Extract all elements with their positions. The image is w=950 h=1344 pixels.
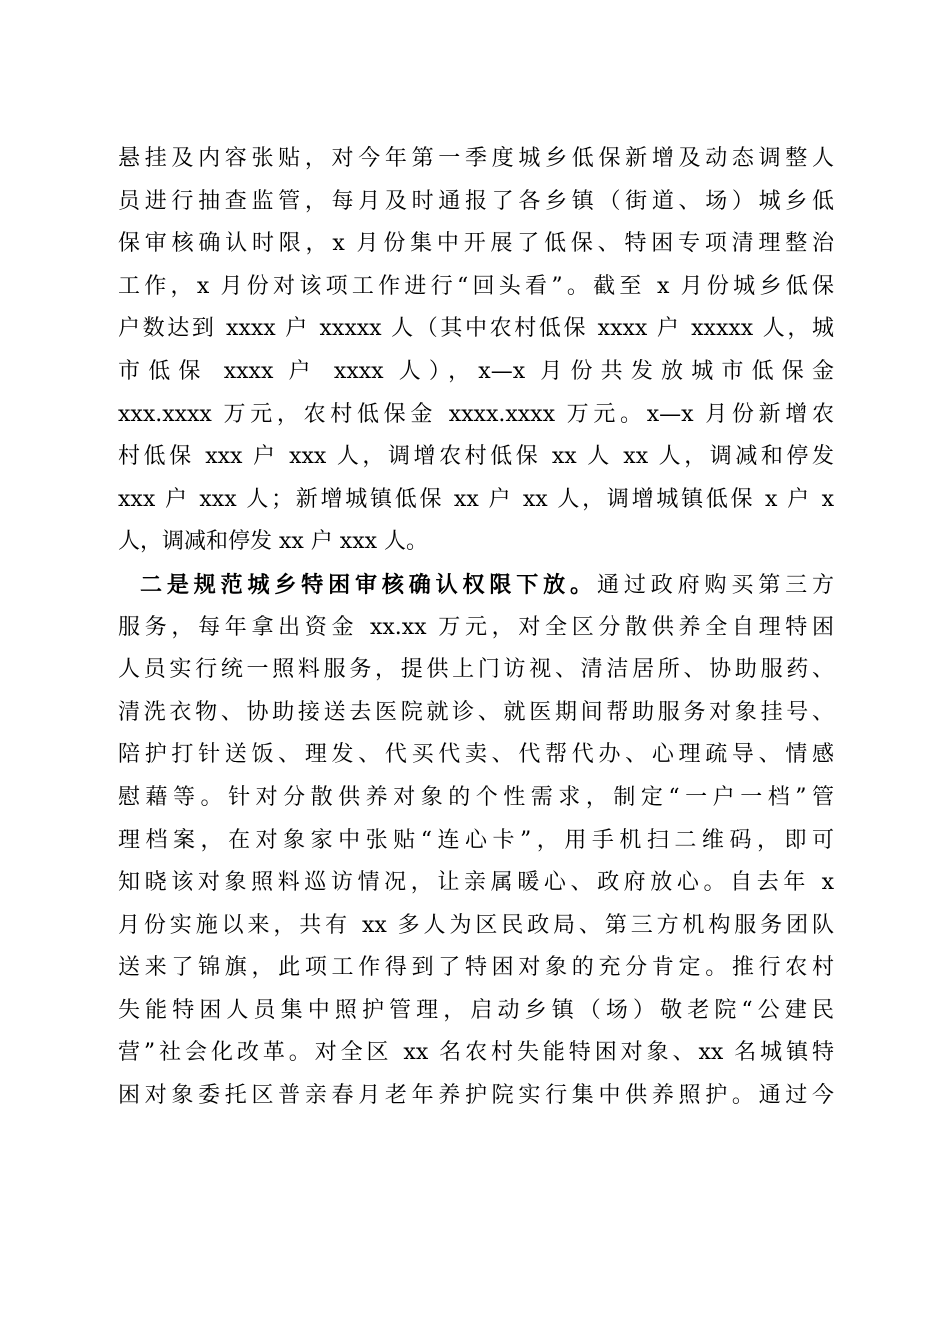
paragraph-2 [118,564,834,1118]
text-line: 人，调减和停发 xx 户 xxx 人。 [118,529,429,555]
text-line: xxx 户 xxx 人；新增城镇低保 xx 户 xx 人，调增城镇低保 x 户 x [118,486,834,512]
text-line: 村低保 xxx 户 xxx 人，调增农村低保 xx 人 xx 人，调减和停发 [118,444,834,470]
text-line: 悬挂及内容张贴，对今年第一季度城乡低保新增及动态调整人 [118,146,834,171]
paragraph-1 [118,138,834,564]
text-line: 市低保 xxxx 户 xxxx 人），x—x 月份共发放城市低保金 [118,358,834,384]
text-line: 人员实行统一照料服务，提供上门访视、清洁居所、协助服药、 [118,657,834,683]
text-line: xxx.xxxx 万元，农村低保金 xxxx.xxxx 万元。x—x 月份新增农 [118,401,834,427]
text-line: 理档案，在对象家中张贴“连心卡”，用手机扫二维码，即可 [118,827,834,853]
text-line: 知晓该对象照料巡访情况，让亲属暖心、政府放心。自去年 x [118,870,834,896]
text-line-first [118,564,834,607]
text-line: 送来了锦旗，此项工作得到了特困对象的充分肯定。推行农村 [118,955,834,981]
text-line: 慰藉等。针对分散供养对象的个性需求，制定“一户一档”管 [118,784,834,810]
text-line: 困对象委托区普亲春月老年养护院实行集中供养照护。通过今 [118,1083,834,1109]
text-line-rest: 通过政府购买第三方 [596,572,834,598]
text-line: 员进行抽查监管，每月及时通报了各乡镇（街道、场）城乡低 [118,188,834,214]
text-line: 户数达到 xxxx 户 xxxxx 人（其中农村低保 xxxx 户 xxxxx 人，城 [118,316,834,342]
text-line: 陪护打针送饭、理发、代买代卖、代帮代办、心理疏导、情感 [118,742,834,768]
text-line: 清洗衣物、协助接送去医院就诊、就医期间帮助服务对象挂号、 [118,699,834,725]
text-line: 服务，每年拿出资金 xx.xx 万元，对全区分散供养全自理特困 [118,614,834,640]
body-text [118,138,834,1118]
text-line: 工作，x 月份对该项工作进行“回头看”。截至 x 月份城乡低保 [118,273,834,299]
text-line: 月份实施以来，共有 xx 多人为区民政局、第三方机构服务团队 [118,912,834,938]
text-line: 保审核确认时限，x 月份集中开展了低保、特困专项清理整治 [118,231,834,257]
paragraph-lead-heading: 二是规范城乡特困审核确认权限下放。 [140,571,597,598]
text-line: 营”社会化改革。对全区 xx 名农村失能特困对象、xx 名城镇特 [118,1040,834,1066]
text-line: 失能特困人员集中照护管理，启动乡镇（场）敬老院“公建民 [118,997,834,1023]
